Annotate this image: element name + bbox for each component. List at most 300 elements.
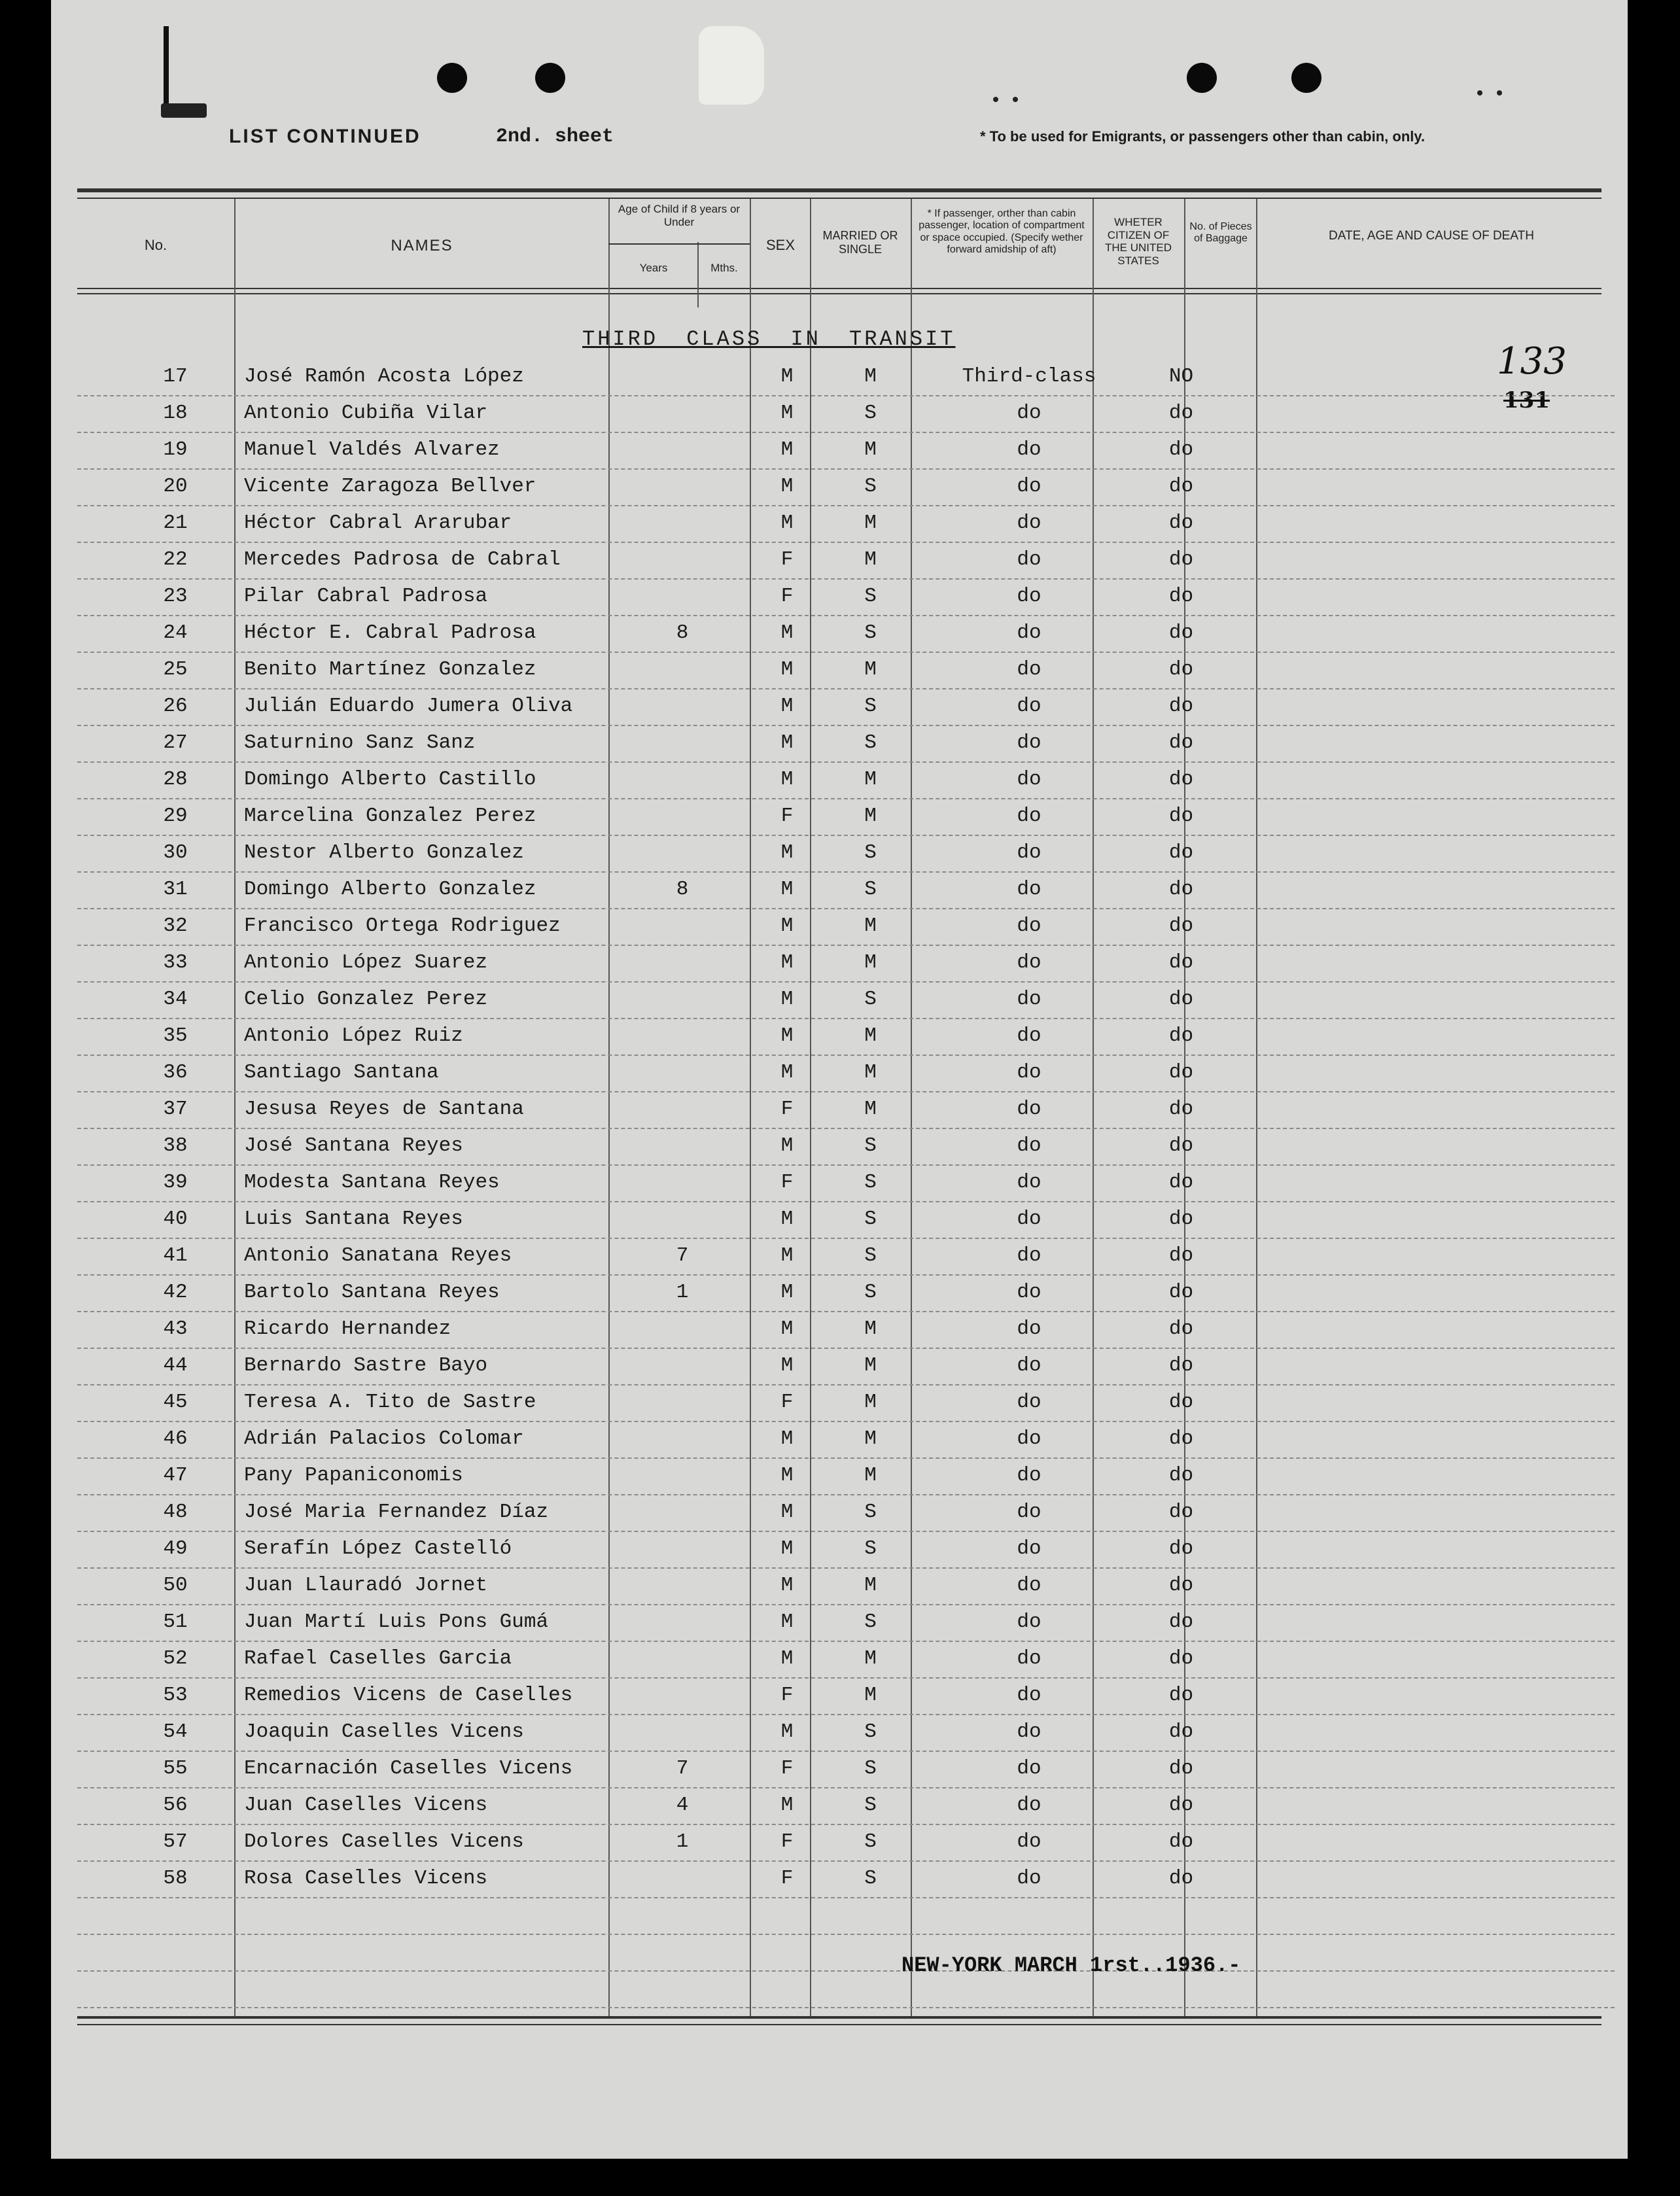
age-sub-rule <box>608 243 750 245</box>
row-number: 53 <box>163 1684 188 1707</box>
us-citizen: do <box>1168 1317 1194 1340</box>
passenger-name: José Santana Reyes <box>244 1134 463 1157</box>
passenger-name: Julián Eduardo Jumera Oliva <box>244 695 573 718</box>
row-number: 27 <box>163 731 188 754</box>
row-number: 33 <box>163 951 188 974</box>
marital-status: S <box>864 695 877 718</box>
passenger-name: Nestor Alberto Gonzalez <box>244 841 524 864</box>
speck <box>1477 90 1482 96</box>
passenger-sex: M <box>780 1281 794 1304</box>
us-citizen: do <box>1168 731 1194 754</box>
marital-status: S <box>864 988 877 1011</box>
us-citizen: do <box>1168 1757 1194 1780</box>
passenger-name: Domingo Alberto Castillo <box>244 768 536 791</box>
table-row <box>77 1824 1615 1862</box>
passenger-class: do <box>1017 658 1041 681</box>
passenger-class: do <box>1017 695 1041 718</box>
table-row <box>77 835 1615 873</box>
row-number: 20 <box>163 475 188 498</box>
passenger-name: Remedios Vicens de Caselles <box>244 1684 573 1707</box>
passenger-class: do <box>1017 1684 1041 1707</box>
marital-status: S <box>864 1794 877 1817</box>
passenger-sex: F <box>780 1830 794 1853</box>
child-age-years: 4 <box>676 1794 689 1817</box>
row-number: 46 <box>163 1427 188 1450</box>
row-number: 26 <box>163 695 188 718</box>
passenger-sex: F <box>780 585 794 608</box>
table-row <box>77 1421 1615 1459</box>
row-number: 28 <box>163 768 188 791</box>
passenger-name: Francisco Ortega Rodriguez <box>244 915 561 937</box>
passenger-sex: M <box>780 1354 794 1377</box>
table-row <box>77 1201 1615 1239</box>
table-row <box>77 1604 1615 1642</box>
row-number: 45 <box>163 1391 188 1414</box>
table-row <box>77 1677 1615 1715</box>
section-title: THIRD CLASS IN TRANSIT <box>582 327 956 351</box>
table-row <box>77 1457 1615 1495</box>
us-citizen: do <box>1168 1134 1194 1157</box>
table-row <box>77 908 1615 946</box>
passenger-name: Pilar Cabral Padrosa <box>244 585 488 608</box>
passenger-name: Modesta Santana Reyes <box>244 1171 500 1194</box>
table-row <box>77 1091 1615 1129</box>
speck <box>993 97 998 102</box>
marital-status: M <box>864 365 877 388</box>
us-citizen: do <box>1168 1501 1194 1524</box>
us-citizen: do <box>1168 438 1194 461</box>
child-age-years: 7 <box>676 1244 689 1267</box>
passenger-class: do <box>1017 1098 1041 1121</box>
punch-hole <box>437 63 467 93</box>
table-row <box>77 761 1615 799</box>
us-citizen: NO <box>1168 365 1194 388</box>
passenger-class: do <box>1017 475 1041 498</box>
table-row <box>77 1751 1615 1788</box>
passenger-class: do <box>1017 1244 1041 1267</box>
marital-status: S <box>864 1830 877 1853</box>
marital-status: S <box>864 402 877 425</box>
us-citizen: do <box>1168 1464 1194 1487</box>
passenger-name: Adrián Palacios Colomar <box>244 1427 524 1450</box>
us-citizen: do <box>1168 1830 1194 1853</box>
marital-status: S <box>864 1134 877 1157</box>
bottom-rule-2 <box>77 2024 1601 2025</box>
passenger-sex: M <box>780 695 794 718</box>
marital-status: M <box>864 1061 877 1084</box>
marital-status: M <box>864 805 877 828</box>
passenger-name: Antonio Sanatana Reyes <box>244 1244 512 1267</box>
passenger-class: do <box>1017 951 1041 974</box>
row-number: 38 <box>163 1134 188 1157</box>
table-row <box>77 945 1615 983</box>
marital-status: S <box>864 841 877 864</box>
passenger-name: Rafael Caselles Garcia <box>244 1647 512 1670</box>
us-citizen: do <box>1168 1208 1194 1230</box>
table-row <box>77 871 1615 909</box>
marital-status: S <box>864 731 877 754</box>
row-number: 19 <box>163 438 188 461</box>
us-citizen: do <box>1168 841 1194 864</box>
table-row <box>77 1164 1615 1202</box>
passenger-sex: M <box>780 438 794 461</box>
child-age-years: 8 <box>676 878 689 901</box>
table-row <box>77 542 1615 580</box>
us-citizen: do <box>1168 1171 1194 1194</box>
table-row <box>77 981 1615 1019</box>
row-number: 41 <box>163 1244 188 1267</box>
passenger-name: Antonio Cubiña Vilar <box>244 402 488 425</box>
table-row <box>77 1348 1615 1386</box>
passenger-name: Celio Gonzalez Perez <box>244 988 488 1011</box>
marital-status: M <box>864 1354 877 1377</box>
marital-status: M <box>864 658 877 681</box>
passenger-sex: M <box>780 512 794 534</box>
passenger-class: do <box>1017 1427 1041 1450</box>
us-citizen: do <box>1168 805 1194 828</box>
passenger-sex: M <box>780 1464 794 1487</box>
passenger-name: Mercedes Padrosa de Cabral <box>244 548 561 571</box>
row-number: 18 <box>163 402 188 425</box>
passenger-class: do <box>1017 1794 1041 1817</box>
table-row <box>77 725 1615 763</box>
table-row <box>77 1531 1615 1569</box>
passenger-name: Saturnino Sanz Sanz <box>244 731 476 754</box>
row-number: 21 <box>163 512 188 534</box>
passenger-sex: M <box>780 1427 794 1450</box>
manifest-sheet <box>51 0 1628 2159</box>
passenger-name: Pany Papaniconomis <box>244 1464 463 1487</box>
passenger-name: Joaquin Caselles Vicens <box>244 1720 524 1743</box>
passenger-name: José Ramón Acosta López <box>244 365 524 388</box>
passenger-class: do <box>1017 805 1041 828</box>
row-number: 52 <box>163 1647 188 1670</box>
col-years: Years <box>639 262 668 274</box>
passenger-sex: M <box>780 1024 794 1047</box>
us-citizen: do <box>1168 1684 1194 1707</box>
us-citizen: do <box>1168 915 1194 937</box>
col-death: DATE, AGE AND CAUSE OF DEATH <box>1329 229 1534 243</box>
table-row <box>77 1494 1615 1532</box>
table-row <box>77 395 1615 433</box>
passenger-name: Juan Caselles Vicens <box>244 1794 488 1817</box>
passenger-sex: M <box>780 1244 794 1267</box>
col-months: Mths. <box>710 262 738 274</box>
passenger-class: do <box>1017 1024 1041 1047</box>
row-number: 47 <box>163 1464 188 1487</box>
us-citizen: do <box>1168 1427 1194 1450</box>
passenger-name: Bernardo Sastre Bayo <box>244 1354 488 1377</box>
marital-status: M <box>864 1684 877 1707</box>
passenger-sex: F <box>780 1757 794 1780</box>
passenger-sex: M <box>780 1134 794 1157</box>
marital-status: S <box>864 1867 877 1890</box>
col-sex: SEX <box>765 237 796 253</box>
marital-status: S <box>864 1757 877 1780</box>
passenger-name: Dolores Caselles Vicens <box>244 1830 524 1853</box>
torn-corner <box>699 26 764 105</box>
passenger-name: Rosa Caselles Vicens <box>244 1867 488 1890</box>
us-citizen: do <box>1168 1720 1194 1743</box>
passenger-class: do <box>1017 1061 1041 1084</box>
col-age-child: Age of Child if 8 years or Under <box>618 203 741 228</box>
blank-row <box>77 1897 1615 1935</box>
passenger-class: do <box>1017 1537 1041 1560</box>
blank-row <box>77 1970 1615 2008</box>
passenger-name: Santiago Santana <box>244 1061 439 1084</box>
passenger-class: do <box>1017 1574 1041 1597</box>
bottom-rule <box>77 2016 1601 2019</box>
row-number: 39 <box>163 1171 188 1194</box>
row-number: 22 <box>163 548 188 571</box>
passenger-sex: M <box>780 1574 794 1597</box>
passenger-class: do <box>1017 1171 1041 1194</box>
passenger-name: Vicente Zaragoza Bellver <box>244 475 536 498</box>
passenger-class: do <box>1017 1208 1041 1230</box>
passenger-name: Serafín López Castelló <box>244 1537 512 1560</box>
marital-status: S <box>864 1281 877 1304</box>
passenger-class: do <box>1017 438 1041 461</box>
col-no: No. <box>144 237 167 253</box>
row-number: 30 <box>163 841 188 864</box>
passenger-class: do <box>1017 1134 1041 1157</box>
row-number: 25 <box>163 658 188 681</box>
passenger-class: do <box>1017 512 1041 534</box>
us-citizen: do <box>1168 951 1194 974</box>
passenger-name: Manuel Valdés Alvarez <box>244 438 500 461</box>
passenger-class: do <box>1017 1830 1041 1853</box>
table-row <box>77 1860 1615 1898</box>
row-number: 29 <box>163 805 188 828</box>
us-citizen: do <box>1168 548 1194 571</box>
row-number: 51 <box>163 1611 188 1633</box>
row-number: 36 <box>163 1061 188 1084</box>
marital-status: M <box>864 951 877 974</box>
marital-status: M <box>864 1391 877 1414</box>
passenger-sex: M <box>780 1317 794 1340</box>
table-row <box>77 615 1615 653</box>
marital-status: M <box>864 1427 877 1450</box>
us-citizen: do <box>1168 658 1194 681</box>
passenger-sex: M <box>780 1647 794 1670</box>
table-row <box>77 468 1615 506</box>
row-number: 35 <box>163 1024 188 1047</box>
marital-status: S <box>864 1244 877 1267</box>
row-number: 56 <box>163 1794 188 1817</box>
marital-status: S <box>864 621 877 644</box>
passenger-sex: M <box>780 731 794 754</box>
top-rule <box>77 188 1601 192</box>
table-row <box>77 1714 1615 1752</box>
passenger-class: do <box>1017 1281 1041 1304</box>
list-continued-label: LIST CONTINUED <box>229 126 421 147</box>
speck <box>1497 90 1502 96</box>
marital-status: S <box>864 878 877 901</box>
us-citizen: do <box>1168 621 1194 644</box>
passenger-sex: M <box>780 658 794 681</box>
marital-status: S <box>864 585 877 608</box>
punch-hole <box>1291 63 1321 93</box>
row-number: 54 <box>163 1720 188 1743</box>
top-rule-thin <box>77 198 1601 199</box>
marital-status: M <box>864 1024 877 1047</box>
emigrants-note: * To be used for Emigrants, or passengers other than cabin, only. <box>980 128 1426 145</box>
passenger-sex: M <box>780 1611 794 1633</box>
marital-status: M <box>864 1574 877 1597</box>
passenger-class: do <box>1017 1611 1041 1633</box>
table-row <box>77 432 1615 470</box>
passenger-class: do <box>1017 1391 1041 1414</box>
passenger-sex: M <box>780 475 794 498</box>
child-age-years: 7 <box>676 1757 689 1780</box>
passenger-class: do <box>1017 402 1041 425</box>
row-number: 43 <box>163 1317 188 1340</box>
row-number: 50 <box>163 1574 188 1597</box>
passenger-sex: M <box>780 951 794 974</box>
blank-row <box>77 1934 1615 1972</box>
row-number: 58 <box>163 1867 188 1890</box>
passenger-name: Antonio López Suarez <box>244 951 488 974</box>
table-row <box>77 688 1615 726</box>
us-citizen: do <box>1168 1391 1194 1414</box>
header-bottom-rule-2 <box>77 293 1601 294</box>
row-number: 44 <box>163 1354 188 1377</box>
passenger-name: Héctor Cabral Ararubar <box>244 512 512 534</box>
table-row <box>77 1054 1615 1092</box>
passenger-name: Luis Santana Reyes <box>244 1208 463 1230</box>
table-row <box>77 1641 1615 1679</box>
row-number: 55 <box>163 1757 188 1780</box>
passenger-sex: F <box>780 548 794 571</box>
row-number: 32 <box>163 915 188 937</box>
passenger-name: Jesusa Reyes de Santana <box>244 1098 524 1121</box>
table-row <box>77 1128 1615 1166</box>
sheet-label: 2nd. sheet <box>496 126 614 148</box>
passenger-sex: F <box>780 1391 794 1414</box>
passenger-class: do <box>1017 988 1041 1011</box>
page-number: 133 <box>1497 340 1567 383</box>
passenger-name: Ricardo Hernandez <box>244 1317 451 1340</box>
passenger-sex: M <box>780 1720 794 1743</box>
passenger-sex: F <box>780 1684 794 1707</box>
us-citizen: do <box>1168 402 1194 425</box>
table-row <box>77 578 1615 616</box>
binder-clip-base <box>161 103 207 118</box>
passenger-sex: M <box>780 402 794 425</box>
passenger-class: do <box>1017 1464 1041 1487</box>
passenger-sex: M <box>780 841 794 864</box>
passenger-name: Juan Llauradó Jornet <box>244 1574 488 1597</box>
us-citizen: do <box>1168 475 1194 498</box>
passenger-sex: M <box>780 1794 794 1817</box>
passenger-name: Antonio López Ruiz <box>244 1024 463 1047</box>
passenger-name: Benito Martínez Gonzalez <box>244 658 536 681</box>
marital-status: M <box>864 548 877 571</box>
passenger-class: do <box>1017 1647 1041 1670</box>
us-citizen: do <box>1168 878 1194 901</box>
row-number: 17 <box>163 365 188 388</box>
us-citizen: do <box>1168 1867 1194 1890</box>
us-citizen: do <box>1168 1537 1194 1560</box>
passenger-sex: M <box>780 621 794 644</box>
passenger-class: do <box>1017 915 1041 937</box>
passenger-class: do <box>1017 841 1041 864</box>
passenger-name: Juan Martí Luis Pons Gumá <box>244 1611 549 1633</box>
passenger-name: Encarnación Caselles Vicens <box>244 1757 573 1780</box>
table-row <box>77 1787 1615 1825</box>
marital-status: S <box>864 1611 877 1633</box>
marital-status: S <box>864 475 877 498</box>
punch-hole <box>1187 63 1217 93</box>
row-number: 42 <box>163 1281 188 1304</box>
passenger-class: do <box>1017 585 1041 608</box>
passenger-sex: M <box>780 1537 794 1560</box>
passenger-sex: F <box>780 805 794 828</box>
passenger-name: Teresa A. Tito de Sastre <box>244 1391 536 1414</box>
passenger-sex: M <box>780 1501 794 1524</box>
passenger-name: José Maria Fernandez Díaz <box>244 1501 549 1524</box>
passenger-sex: M <box>780 988 794 1011</box>
passenger-name: Domingo Alberto Gonzalez <box>244 878 536 901</box>
marital-status: M <box>864 512 877 534</box>
table-row <box>77 798 1615 836</box>
passenger-sex: F <box>780 1098 794 1121</box>
table-row <box>77 1384 1615 1422</box>
passenger-sex: M <box>780 1061 794 1084</box>
passenger-class: do <box>1017 548 1041 571</box>
marital-status: S <box>864 1171 877 1194</box>
marital-status: M <box>864 768 877 791</box>
speck <box>1013 97 1018 102</box>
marital-status: M <box>864 1317 877 1340</box>
col-citizen: WHETER CITIZEN OF THE UNITED STATES <box>1105 216 1172 267</box>
table-row <box>77 1238 1615 1276</box>
us-citizen: do <box>1168 1281 1194 1304</box>
punch-hole <box>535 63 565 93</box>
row-number: 49 <box>163 1537 188 1560</box>
us-citizen: do <box>1168 1354 1194 1377</box>
us-citizen: do <box>1168 695 1194 718</box>
marital-status: S <box>864 1720 877 1743</box>
table-row <box>77 652 1615 689</box>
passenger-sex: M <box>780 878 794 901</box>
marital-status: M <box>864 1098 877 1121</box>
page-number-struck: 131 <box>1503 387 1550 413</box>
us-citizen: do <box>1168 1024 1194 1047</box>
passenger-class: Third-class <box>962 365 1096 388</box>
marital-status: M <box>864 1647 877 1670</box>
child-age-years: 1 <box>676 1830 689 1853</box>
us-citizen: do <box>1168 768 1194 791</box>
col-married: MARRIED OR SINGLE <box>822 229 898 256</box>
us-citizen: do <box>1168 1574 1194 1597</box>
marital-status: M <box>864 1464 877 1487</box>
us-citizen: do <box>1168 1794 1194 1817</box>
us-citizen: do <box>1168 988 1194 1011</box>
us-citizen: do <box>1168 1061 1194 1084</box>
marital-status: M <box>864 915 877 937</box>
passenger-sex: M <box>780 365 794 388</box>
table-row <box>77 1311 1615 1349</box>
row-number: 24 <box>163 621 188 644</box>
us-citizen: do <box>1168 1647 1194 1670</box>
marital-status: S <box>864 1208 877 1230</box>
passenger-class: do <box>1017 1867 1041 1890</box>
row-number: 31 <box>163 878 188 901</box>
child-age-years: 1 <box>676 1281 689 1304</box>
marital-status: S <box>864 1501 877 1524</box>
us-citizen: do <box>1168 585 1194 608</box>
